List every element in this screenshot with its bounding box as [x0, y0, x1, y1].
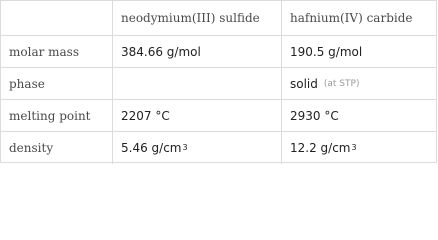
table-row: [1, 99, 437, 132]
value-molar-mass-neodymium: 384.66 g/mol: [112, 36, 281, 68]
value-phase-hafnium: solid (at STP): [281, 68, 437, 100]
value-molar-mass-hafnium: 190.5 g/mol: [281, 36, 437, 68]
row-label-phase: phase: [9, 77, 45, 91]
table-row: [1, 67, 437, 100]
value-melting-point-neodymium: 2207 °C: [112, 100, 281, 132]
table-row: [1, 131, 437, 164]
superscript: 3: [351, 142, 357, 152]
value-melting-point-hafnium: 2930 °C: [281, 100, 437, 132]
row-label-density: density: [9, 141, 54, 155]
value-phase-neodymium: [112, 68, 281, 100]
header-cell-neodymium-sulfide: neodymium(III) sulfide: [112, 1, 281, 35]
table-row: [1, 35, 437, 68]
value-density-neodymium: 5.46 g/cm $^3$: [112, 132, 281, 164]
row-label-molar-mass: molar mass: [9, 45, 79, 59]
header-row: [1, 1, 437, 35]
superscript: 3: [182, 142, 188, 152]
header-cell-empty: [1, 1, 112, 35]
phase-note: (at STP): [323, 79, 360, 89]
header-cell-hafnium-carbide: hafnium(IV) carbide: [281, 1, 437, 35]
row-label-melting-point: melting point: [9, 109, 91, 123]
value-density-hafnium: 12.2 g/cm $^3$: [281, 132, 437, 164]
